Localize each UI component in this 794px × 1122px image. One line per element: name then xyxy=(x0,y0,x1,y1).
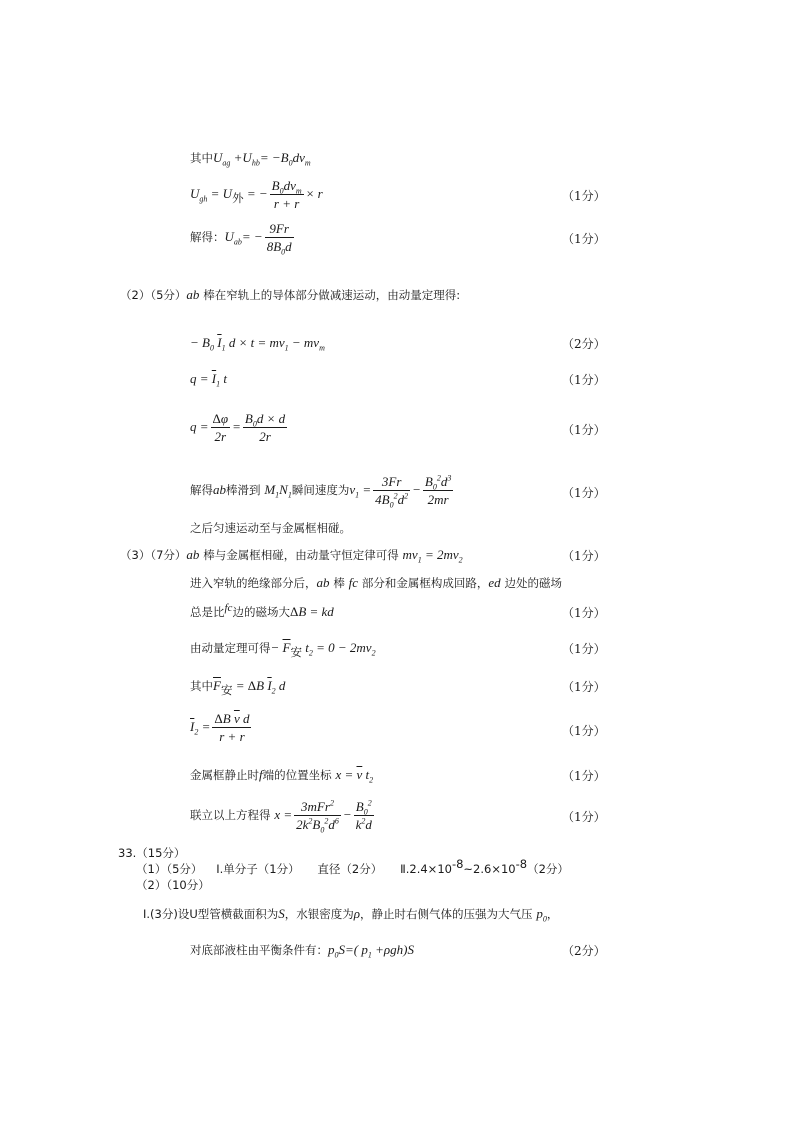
equation-momentum: − $B_0$ $\overline{I}_1$ $d \times t = mv_1 - mv_m$ xyxy=(190,335,325,353)
line-3: 解得：$U_{ab}=$ − $\frac{9Fr}{8B_0d}$ xyxy=(190,221,292,257)
equation-q-it: $q = \overline{I}_1$ t xyxy=(190,371,227,389)
part-3-header: （3）（7分）ab 棒与金属框相碰，由动量守恒定律可得 $mv_1 = 2mv_2$ xyxy=(120,547,463,565)
question-33-line-3: Ⅰ.(3分)设U型管横截面积为S，水银密度为ρ，静止时右侧气体的压强为大气压 $p_0$， xyxy=(143,906,559,924)
score-2: （1分） xyxy=(562,189,606,203)
line-17: 金属框静止时f端的位置坐标 $x = \overline{v}$ $t_2$ xyxy=(190,767,374,785)
score-13: （1分） xyxy=(562,606,606,620)
line-5 xyxy=(190,335,325,351)
part-2-header: （2）（5分）ab 棒在窄轨上的导体部分做减速运动，由动量定理得: xyxy=(120,287,461,302)
score-6: （1分） xyxy=(562,373,606,387)
equation-ugh: $U_{gh} = U_外$ = − xyxy=(190,186,268,205)
equation-uag-uhb: $U_{ag} +U_{hb}= -B_0dv_m$ xyxy=(213,150,311,168)
score-16: （1分） xyxy=(562,724,606,738)
question-33-part-1: （1）（5分） Ⅰ.单分子（1分） 直径（2分） $Ⅱ.2.4\times 10^{-8}\sim 2.6\times 10^{-8}(2$分） xyxy=(136,857,569,876)
line-15: 其中$\overline{F}_安 = \Delta B$ $\overline{I}_2$ d xyxy=(190,678,286,697)
line-18: 联立以上方程得 x = $\frac{3mFr^2}{2k^2B_0^2d^6}$ − $\frac{B_0^2}{k^2d}$ xyxy=(190,798,372,835)
line-13: 总是比$^{fc}$边的磁场大ΔB = kd xyxy=(190,602,334,619)
line-12: 进入窄轨的绝缘部分后，ab 棒 fc 部分和金属框构成回路，ed 边处的磁场 xyxy=(190,575,562,590)
line-7: q = $\frac{\Delta\varphi}{2r}$ = $\frac{B_0d \times d}{2r}$ xyxy=(190,411,286,444)
score-7: （1分） xyxy=(562,423,606,437)
score-15: （1分） xyxy=(562,680,606,694)
line-6 xyxy=(190,371,227,387)
line-16: $\overline{I}_2$ = $\frac{\Delta B \overline{v} d}{r + r}$ xyxy=(190,711,250,744)
score-3: （1分） xyxy=(562,232,606,246)
line-10: 之后匀速运动至与金属框相碰。 xyxy=(190,521,351,535)
score-19: （2分） xyxy=(562,944,606,958)
score-17: （1分） xyxy=(562,769,606,783)
line-1: 其中$U_{ag} +U_{hb}= -B_0dv_m$ xyxy=(190,150,311,168)
line-9: 解得ab棒滑到 $M_1N_1$瞬间速度为$v_1$ = $\frac{3Fr}{4B_0^2d^2}$ − $\frac{B_0^2d^3}{2mr}$ xyxy=(190,473,452,510)
score-18: （1分） xyxy=(562,810,606,824)
question-33-header: 33.（15分） xyxy=(118,846,186,860)
question-33-line-4: 对底部液柱由平衡条件有：$p_0S=$( $p_1 +\rho gh)S$ xyxy=(190,942,414,960)
equation-uab: $U_{ab}=$ − xyxy=(224,229,263,247)
line-2: $U_{gh} = U_外$ = − $\frac{B_0dv_m}{r + r}$ × r xyxy=(190,178,323,211)
score-14: （1分） xyxy=(562,642,606,656)
score-9: （1分） xyxy=(562,486,606,500)
score-11: （1分） xyxy=(562,549,606,563)
score-5: （2分） xyxy=(562,337,606,351)
question-33-part-2: （2）（10分） xyxy=(136,878,210,892)
line-14: 由动量定理可得− $\overline{F}_安$ $t_2 = 0 - 2mv_2$ xyxy=(190,640,376,659)
